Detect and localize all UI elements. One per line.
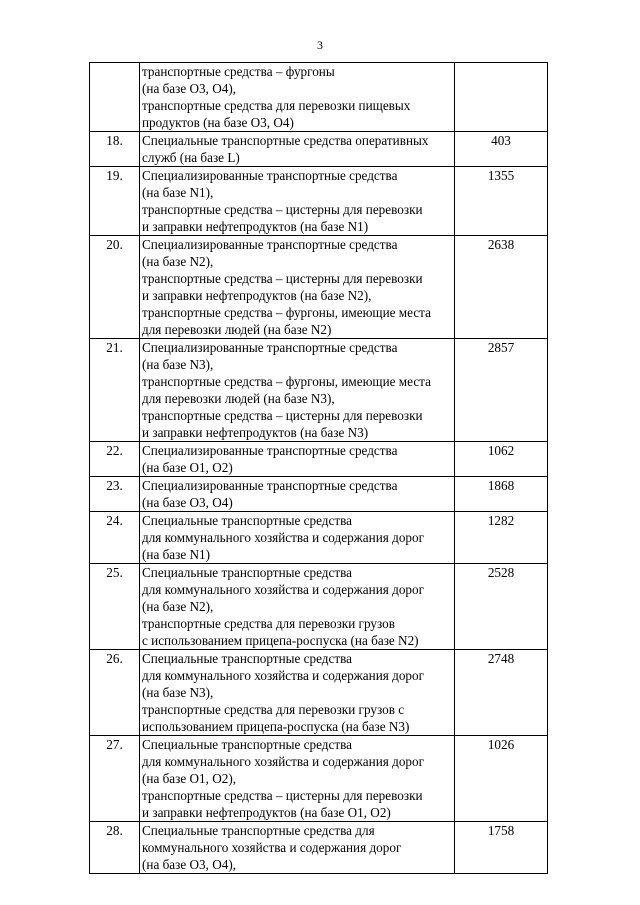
- row-value: 2528: [455, 564, 548, 650]
- description-line: транспортные средства – фургоны, имеющие места: [142, 374, 431, 389]
- description-line: транспортные средства для перевозки грузов с: [142, 702, 405, 717]
- row-number: 25.: [90, 564, 140, 650]
- table-row: [90, 167, 548, 236]
- row-description: [140, 512, 455, 564]
- description-line: для коммунального хозяйства и содержания дорог: [142, 530, 425, 545]
- table-row: [90, 442, 548, 477]
- description-line: Специализированные транспортные средства: [142, 478, 398, 493]
- description-line: с использованием прицепа-роспуска (на базе N2): [142, 633, 419, 648]
- description-line: Специальные транспортные средства: [142, 651, 352, 666]
- table-row: [90, 339, 548, 442]
- table-row: [90, 132, 548, 167]
- description-line: (на базе N3),: [142, 357, 214, 372]
- row-value: 1355: [455, 167, 548, 236]
- row-description: [140, 167, 455, 236]
- row-number: 22.: [90, 442, 140, 477]
- table-row: [90, 63, 548, 132]
- table-row: [90, 477, 548, 512]
- description-line: использованием прицепа-роспуска (на базе N3): [142, 719, 410, 734]
- description-line: и заправки нефтепродуктов (на базе N3): [142, 425, 369, 440]
- description-line: (на базе O3, O4),: [142, 857, 237, 872]
- row-value: 1758: [455, 822, 548, 874]
- description-line: транспортные средства – фургоны: [142, 64, 335, 79]
- description-line: (на базе O3, O4): [142, 495, 233, 510]
- description-line: служб (на базе L): [142, 150, 240, 165]
- table-row: [90, 512, 548, 564]
- description-line: для перевозки людей (на базе N2): [142, 322, 332, 337]
- description-line: (на базе N2),: [142, 599, 214, 614]
- row-number: 19.: [90, 167, 140, 236]
- table-row: [90, 736, 548, 822]
- row-number: 28.: [90, 822, 140, 874]
- description-line: транспортные средства – цистерны для перевозки: [142, 788, 423, 803]
- row-description: [140, 564, 455, 650]
- description-line: Специальные транспортные средства: [142, 513, 352, 528]
- description-line: транспортные средства для перевозки грузов: [142, 616, 395, 631]
- row-description: [140, 339, 455, 442]
- description-line: транспортные средства – цистерны для перевозки: [142, 202, 423, 217]
- description-line: (на базе N1): [142, 547, 211, 562]
- description-line: для коммунального хозяйства и содержания дорог: [142, 668, 425, 683]
- row-value: 1026: [455, 736, 548, 822]
- description-line: Специализированные транспортные средства: [142, 168, 398, 183]
- row-number: 18.: [90, 132, 140, 167]
- table-row: [90, 236, 548, 339]
- row-number: 20.: [90, 236, 140, 339]
- description-line: Специальные транспортные средства для: [142, 823, 375, 838]
- table-row: [90, 822, 548, 874]
- description-line: Специализированные транспортные средства: [142, 443, 398, 458]
- description-line: для коммунального хозяйства и содержания дорог: [142, 582, 425, 597]
- row-value: 2638: [455, 236, 548, 339]
- table-row: [90, 650, 548, 736]
- description-line: (на базе N2),: [142, 254, 214, 269]
- description-line: Специализированные транспортные средства: [142, 237, 398, 252]
- description-line: транспортные средства – фургоны, имеющие места: [142, 305, 431, 320]
- row-value: [455, 63, 548, 132]
- description-line: Специализированные транспортные средства: [142, 340, 398, 355]
- vehicle-categories-table: [89, 62, 548, 874]
- page-number: 3: [317, 38, 323, 52]
- row-description: [140, 822, 455, 874]
- table-body: [90, 63, 548, 874]
- description-line: Специальные транспортные средства оперативных: [142, 133, 429, 148]
- row-number: [90, 63, 140, 132]
- description-line: продуктов (на базе O3, O4): [142, 115, 294, 130]
- description-line: и заправки нефтепродуктов (на базе N2),: [142, 288, 372, 303]
- description-line: (на базе N1),: [142, 185, 214, 200]
- table-row: [90, 564, 548, 650]
- row-value: 2857: [455, 339, 548, 442]
- description-line: коммунального хозяйства и содержания дорог: [142, 840, 402, 855]
- row-value: 1282: [455, 512, 548, 564]
- row-description: [140, 63, 455, 132]
- row-number: 21.: [90, 339, 140, 442]
- row-number: 23.: [90, 477, 140, 512]
- row-description: [140, 477, 455, 512]
- row-value: 1062: [455, 442, 548, 477]
- description-line: и заправки нефтепродуктов (на базе N1): [142, 219, 369, 234]
- row-value: 2748: [455, 650, 548, 736]
- row-number: 27.: [90, 736, 140, 822]
- row-number: 24.: [90, 512, 140, 564]
- description-line: (на базе O3, O4),: [142, 81, 237, 96]
- description-line: (на базе O1, O2): [142, 460, 233, 475]
- description-line: Специальные транспортные средства: [142, 737, 352, 752]
- description-line: Специальные транспортные средства: [142, 565, 352, 580]
- description-line: для перевозки людей (на базе N3),: [142, 391, 335, 406]
- row-number: 26.: [90, 650, 140, 736]
- description-line: для коммунального хозяйства и содержания дорог: [142, 754, 425, 769]
- row-value: 1868: [455, 477, 548, 512]
- description-line: и заправки нефтепродуктов (на базе O1, O2): [142, 805, 391, 820]
- description-line: транспортные средства – цистерны для перевозки: [142, 271, 423, 286]
- row-description: [140, 442, 455, 477]
- row-value: 403: [455, 132, 548, 167]
- row-description: [140, 132, 455, 167]
- description-line: (на базе N3),: [142, 685, 214, 700]
- row-description: [140, 736, 455, 822]
- description-line: (на базе O1, O2),: [142, 771, 237, 786]
- row-description: [140, 650, 455, 736]
- description-line: транспортные средства для перевозки пищевых: [142, 98, 411, 113]
- row-description: [140, 236, 455, 339]
- description-line: транспортные средства – цистерны для перевозки: [142, 408, 423, 423]
